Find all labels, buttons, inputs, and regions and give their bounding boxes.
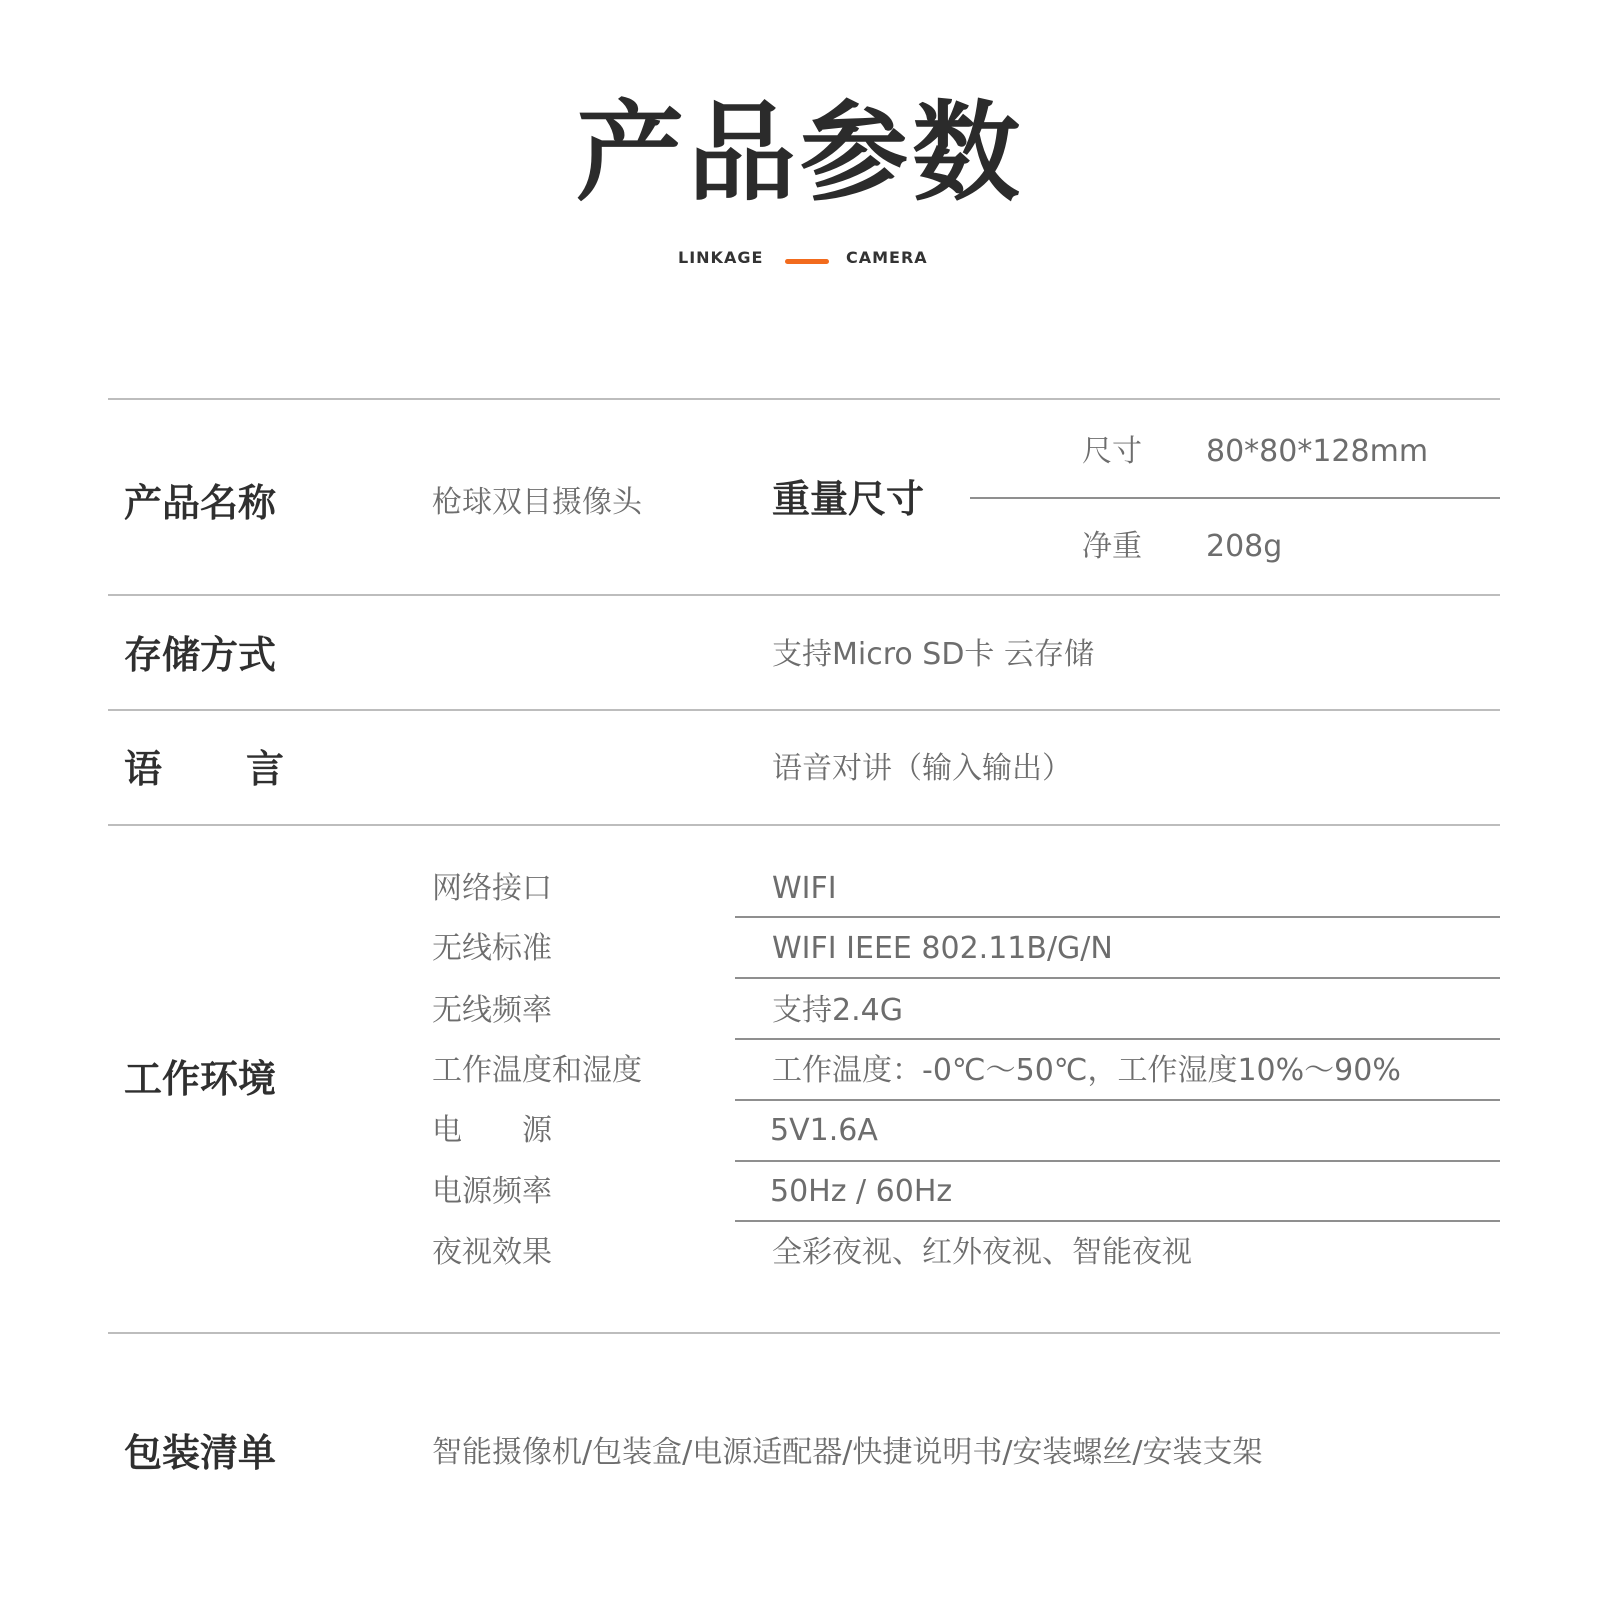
env-item-label: 夜视效果 [432, 1235, 552, 1270]
product-name-label: 产品名称 [124, 481, 277, 525]
package-label: 包装清单 [124, 1431, 277, 1475]
env-divider [735, 1220, 1500, 1222]
env-divider [735, 1160, 1500, 1162]
language-value: 语音对讲（输入输出） [772, 751, 1072, 786]
env-divider [735, 1099, 1500, 1101]
table-rule [108, 824, 1500, 826]
camera-tag: CAMERA [846, 248, 928, 267]
env-item-value: WIFI IEEE 802.11B/G/N [772, 931, 1113, 966]
env-divider [735, 1038, 1500, 1040]
size-weight-label: 重量尺寸 [772, 477, 925, 521]
env-item-label: 无线频率 [432, 993, 552, 1028]
env-item-label-a: 电 [432, 1113, 462, 1148]
env-item-value: 50Hz / 60Hz [770, 1174, 953, 1209]
product-name-value: 枪球双目摄像头 [432, 485, 642, 520]
env-item-value: 全彩夜视、红外夜视、智能夜视 [772, 1235, 1192, 1270]
language-label-b: 言 [246, 747, 285, 791]
table-rule [108, 594, 1500, 596]
table-rule [108, 709, 1500, 711]
language-label-a: 语 [124, 747, 163, 791]
env-label: 工作环境 [124, 1057, 277, 1101]
env-item-value: 支持2.4G [772, 993, 903, 1028]
storage-value: 支持Micro SD卡 云存储 [772, 637, 1094, 672]
table-rule [108, 1332, 1500, 1334]
env-item-label: 网络接口 [432, 871, 552, 906]
env-item-value: 5V1.6A [770, 1113, 878, 1148]
table-rule-top [108, 398, 1500, 400]
size-weight-divider [970, 497, 1500, 499]
size-value: 80*80*128mm [1206, 434, 1429, 469]
env-item-label: 工作温度和湿度 [432, 1053, 642, 1088]
storage-label: 存储方式 [124, 633, 277, 677]
weight-label: 净重 [1082, 529, 1142, 564]
env-divider [735, 977, 1500, 979]
env-divider [735, 916, 1500, 918]
env-item-label-b: 源 [522, 1113, 552, 1148]
env-item-value: WIFI [772, 871, 837, 906]
page-title: 产品参数 [575, 91, 1024, 216]
env-item-label: 无线标准 [432, 931, 552, 966]
size-label: 尺寸 [1082, 434, 1142, 469]
weight-value: 208g [1206, 529, 1283, 564]
linkage-tag: LINKAGE [678, 248, 764, 267]
accent-dash [785, 259, 829, 264]
env-item-label: 电源频率 [432, 1174, 552, 1209]
package-value: 智能摄像机/包装盒/电源适配器/快捷说明书/安装螺丝/安装支架 [432, 1435, 1263, 1470]
env-item-value: 工作温度：-0℃～50℃，工作湿度10%～90% [772, 1053, 1401, 1088]
